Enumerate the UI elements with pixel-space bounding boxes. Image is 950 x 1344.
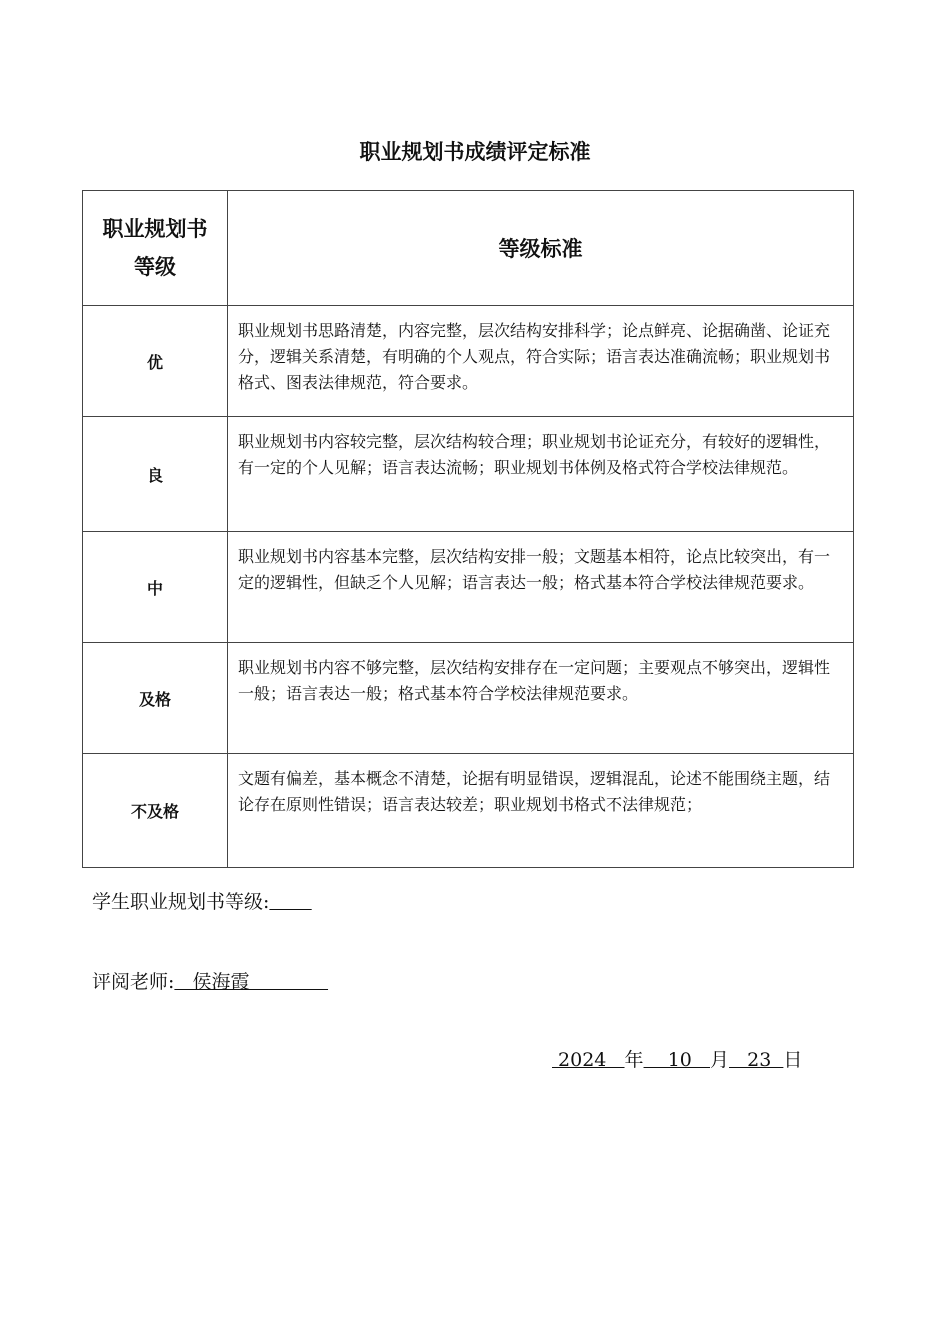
day-unit: 日 [783,1049,803,1071]
grade-cell: 不及格 [83,754,228,868]
grade-cell: 良 [83,417,228,532]
description-cell [228,306,854,417]
grade-cell: 优 [83,306,228,417]
description-text: 职业规划书思路清楚，内容完整，层次结构安排科学；论点鲜亮、论据确凿、论证充分，逻辑关系清楚，有明确的个人观点，符合实际；语言表达准确流畅；职业规划书格式、图表法律规范，符合要求。 [238,321,831,392]
student-grade-label: 学生职业规划书等级: [92,891,270,913]
year-field[interactable]: 2024 [552,1049,625,1071]
year-unit: 年 [624,1049,644,1071]
reviewer-label: 评阅老师: [92,971,175,993]
grade-header-line1: 职业规划书 [102,217,208,241]
day-field[interactable]: 23 [729,1049,784,1071]
description-cell [228,417,854,532]
reviewer-line [92,967,328,994]
month-field[interactable]: 10 [643,1049,710,1071]
grade-column-header [83,191,228,306]
description-text: 职业规划书内容不够完整，层次结构安排存在一定问题；主要观点不够突出，逻辑性一般；语言表达一般；格式基本符合学校法律规范要求。 [238,658,831,703]
table-row [83,532,854,643]
grade-header-line2: 等级 [134,255,176,279]
reviewer-name-field[interactable]: 侯海霞 [174,971,329,993]
page-title: 职业规划书成绩评定标准 [359,140,591,164]
student-grade-field[interactable] [269,891,311,913]
grade-cell: 中 [83,532,228,643]
description-text: 职业规划书内容基本完整，层次结构安排一般；文题基本相符，论点比较突出，有一定的逻辑性，但缺乏个人见解；语言表达一般；格式基本符合学校法律规范要求。 [238,547,831,592]
standard-column-header: 等级标准 [228,191,854,306]
description-cell [228,643,854,754]
table-row [83,643,854,754]
grade-cell: 及格 [83,643,228,754]
table-row [83,754,854,868]
table-row [83,417,854,532]
description-text: 文题有偏差，基本概念不清楚，论据有明显错误，逻辑混乱，论述不能围绕主题，结论存在原则性错误；语言表达较差；职业规划书格式不法律规范； [238,769,831,814]
description-cell [228,754,854,868]
grading-criteria-table [82,190,854,868]
month-unit: 月 [710,1049,730,1071]
table-row [83,306,854,417]
student-grade-line [92,887,312,914]
description-text: 职业规划书内容较完整，层次结构较合理；职业规划书论证充分，有较好的逻辑性，有一定的个人见解；语言表达流畅；职业规划书体例及格式符合学校法律规范。 [238,432,831,477]
table-header-row [83,191,854,306]
description-cell [228,532,854,643]
date-line [552,1045,802,1072]
